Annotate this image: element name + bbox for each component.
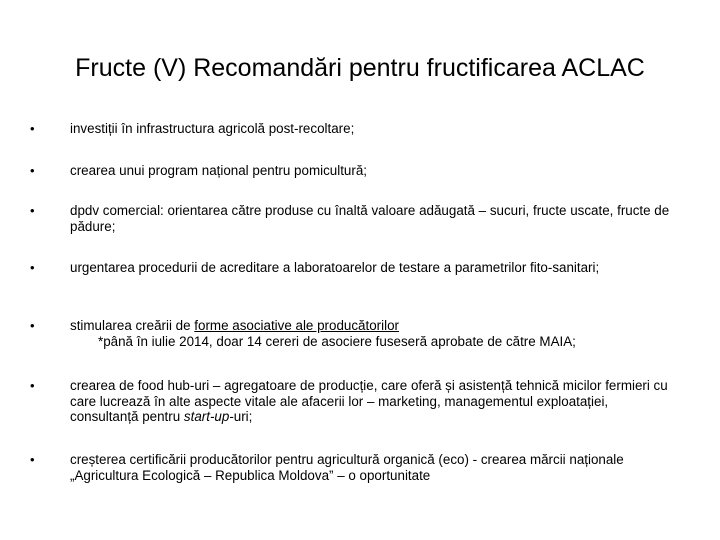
bullet-icon: • <box>30 452 35 467</box>
item-text <box>70 318 670 349</box>
item-note: *până în iulie 2014, doar 14 cereri de asociere fuseseră aprobate de către MAIA; <box>98 333 576 349</box>
item-text: crearea unui program național pentru pomicultură; <box>70 163 367 178</box>
bullet-icon: • <box>30 121 35 136</box>
bullet-icon: • <box>30 203 35 218</box>
item-text: urgentarea procedurii de acreditare a laboratoarelor de testare a parametrilor fito-sanitari; <box>70 260 600 275</box>
bullet-icon: • <box>30 378 35 393</box>
underlined-phrase: forme asociative ale producătorilor <box>194 318 399 333</box>
item-text: creșterea certificării producătorilor pentru agricultură organică (eco) - crearea mărcii naționale „Agricultura Ecologică – Republica Moldova” – o oportunitate <box>70 452 624 483</box>
item-text <box>70 378 670 425</box>
bullet-icon: • <box>30 260 35 275</box>
item-text-part: stimularea creării de <box>70 318 195 333</box>
item-text: investiții în infrastructura agricolă post-recoltare; <box>70 121 355 136</box>
slide-title: Fructe (V) Recomandări pentru fructificarea ACLAC <box>75 54 645 82</box>
bullet-icon: • <box>30 318 35 333</box>
item-text-part: crearea de food hub-uri – agregatoare de producție, care oferă și asistență tehnică micilor fermieri cu care lucrează în alte aspecte vitale ale afacerii lor – marketing, managementul exploatației, consultanță pentru <box>70 378 668 424</box>
italic-term: start-up <box>183 409 230 424</box>
item-text: dpdv comercial: orientarea către produse cu înaltă valoare adăugată – sucuri, fructe uscate, fructe de pădure; <box>70 203 670 234</box>
item-text-part: -uri; <box>229 409 253 424</box>
bullet-icon: • <box>30 163 35 178</box>
